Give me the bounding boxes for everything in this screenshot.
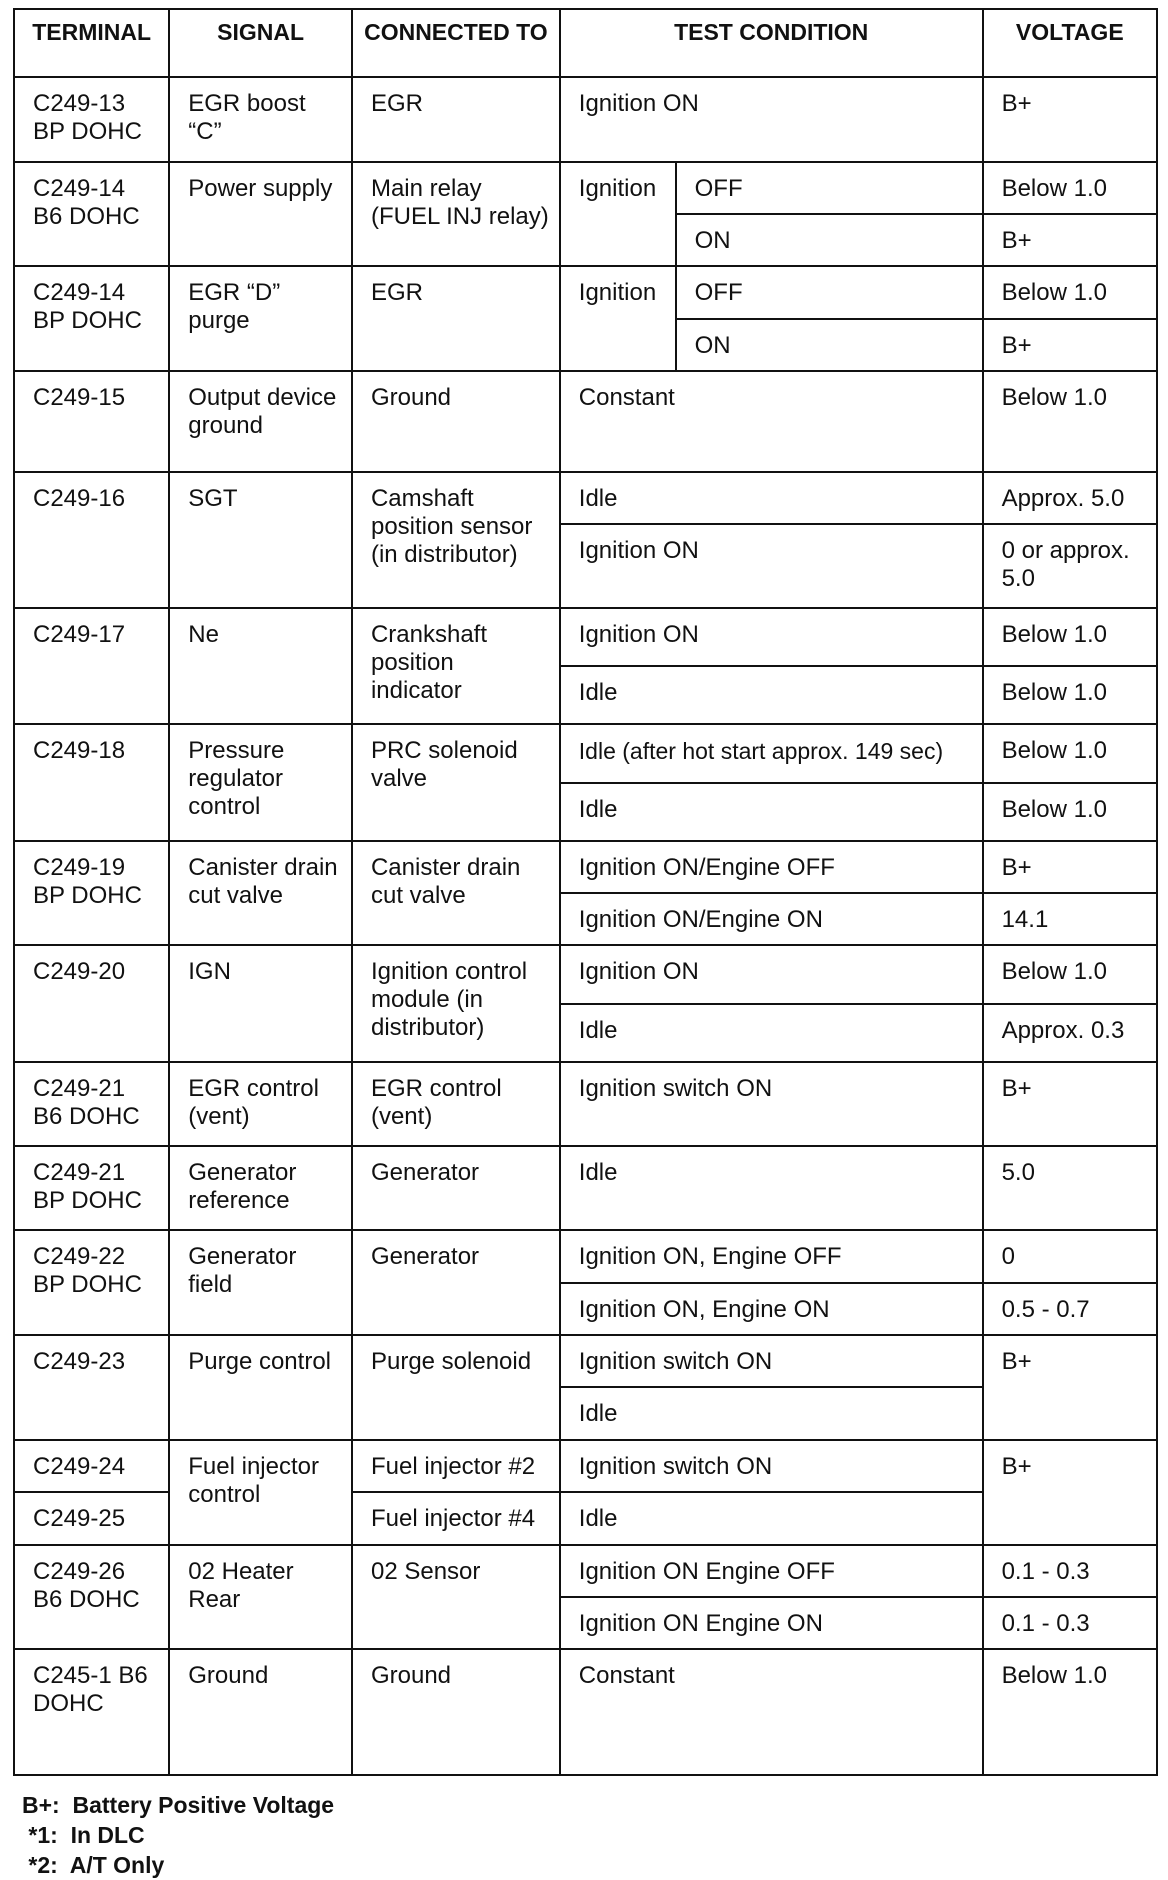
legend-note-2: *2: A/T Only bbox=[22, 1852, 165, 1878]
signal-cell: 02 Heater Rear bbox=[169, 1545, 352, 1650]
connected-cell: EGR control (vent) bbox=[352, 1062, 560, 1146]
condition-cell: Ignition switch ON bbox=[560, 1335, 983, 1387]
voltage-cell: 0.1 - 0.3 bbox=[983, 1545, 1157, 1597]
signal-cell: Power supply bbox=[169, 162, 352, 267]
table-row bbox=[14, 77, 1157, 161]
terminal-cell: C249-26 B6 DOHC bbox=[14, 1545, 169, 1650]
signal-cell: Ne bbox=[169, 608, 352, 724]
voltage-cell: Below 1.0 bbox=[983, 266, 1157, 318]
table-row bbox=[14, 266, 1157, 318]
voltage-cell: B+ bbox=[983, 77, 1157, 161]
condition-cell: Constant bbox=[560, 1649, 983, 1775]
legend-battery-voltage: B+: Battery Positive Voltage bbox=[22, 1792, 335, 1818]
voltage-cell: 0 or approx. 5.0 bbox=[983, 524, 1157, 608]
condition-cell: Ignition ON bbox=[560, 608, 983, 666]
connected-cell: EGR bbox=[352, 77, 560, 161]
terminal-cell: C249-18 bbox=[14, 724, 169, 840]
voltage-cell: Below 1.0 bbox=[983, 608, 1157, 666]
signal-cell: Fuel injector control bbox=[169, 1440, 352, 1545]
table-row bbox=[14, 1146, 1157, 1230]
terminal-cell: C249-14 B6 DOHC bbox=[14, 162, 169, 267]
connected-cell: PRC solenoid valve bbox=[352, 724, 560, 840]
table-row bbox=[14, 724, 1157, 782]
connected-cell: Fuel injector #2 bbox=[352, 1440, 560, 1492]
terminal-cell: C249-23 bbox=[14, 1335, 169, 1440]
condition-cell: OFF bbox=[676, 162, 983, 214]
voltage-cell: B+ bbox=[983, 319, 1157, 371]
connected-cell: Generator bbox=[352, 1230, 560, 1335]
voltage-cell: 0 bbox=[983, 1230, 1157, 1282]
table-row bbox=[14, 608, 1157, 666]
table-row bbox=[14, 1230, 1157, 1282]
table-row bbox=[14, 1649, 1157, 1775]
signal-cell: Output device ground bbox=[169, 371, 352, 471]
voltage-cell: 5.0 bbox=[983, 1146, 1157, 1230]
connected-cell: Ground bbox=[352, 1649, 560, 1775]
condition-cell: Constant bbox=[560, 371, 983, 471]
voltage-cell: B+ bbox=[983, 214, 1157, 266]
terminal-cell: C249-13 BP DOHC bbox=[14, 77, 169, 161]
terminal-cell: C249-15 bbox=[14, 371, 169, 471]
voltage-cell: 0.5 - 0.7 bbox=[983, 1283, 1157, 1335]
voltage-cell: Approx. 5.0 bbox=[983, 472, 1157, 524]
signal-cell: Purge control bbox=[169, 1335, 352, 1440]
connected-cell: Purge solenoid bbox=[352, 1335, 560, 1440]
condition-cell: Ignition ON bbox=[560, 524, 983, 608]
table-row bbox=[14, 945, 1157, 1003]
terminal-cell: C249-17 bbox=[14, 608, 169, 724]
terminal-cell: C249-20 bbox=[14, 945, 169, 1061]
condition-cell: Idle bbox=[560, 783, 983, 841]
voltage-cell: Below 1.0 bbox=[983, 783, 1157, 841]
condition-cell: Idle (after hot start approx. 149 sec) bbox=[560, 724, 983, 782]
table-row bbox=[14, 371, 1157, 471]
condition-cell: Ignition ON, Engine OFF bbox=[560, 1230, 983, 1282]
header-signal: SIGNAL bbox=[169, 9, 352, 77]
table-row bbox=[14, 1335, 1157, 1387]
table-row bbox=[14, 1440, 1157, 1492]
condition-cell: Ignition switch ON bbox=[560, 1440, 983, 1492]
terminal-cell: C245-1 B6 DOHC bbox=[14, 1649, 169, 1775]
voltage-cell: Below 1.0 bbox=[983, 666, 1157, 724]
connected-cell: Fuel injector #4 bbox=[352, 1492, 560, 1544]
voltage-cell: Below 1.0 bbox=[983, 371, 1157, 471]
terminal-cell: C249-16 bbox=[14, 472, 169, 609]
condition-label-cell: Ignition bbox=[560, 162, 676, 267]
condition-cell: Ignition ON bbox=[560, 77, 983, 161]
voltage-cell: Below 1.0 bbox=[983, 1649, 1157, 1775]
table-row bbox=[14, 1062, 1157, 1146]
signal-cell: Generator reference bbox=[169, 1146, 352, 1230]
connected-cell: Main relay (FUEL INJ relay) bbox=[352, 162, 560, 267]
terminal-cell: C249-25 bbox=[14, 1492, 169, 1544]
voltage-cell: B+ bbox=[983, 1062, 1157, 1146]
table-header-row bbox=[14, 9, 1157, 77]
terminal-cell: C249-22 BP DOHC bbox=[14, 1230, 169, 1335]
terminal-cell: C249-21 BP DOHC bbox=[14, 1146, 169, 1230]
condition-cell: Idle bbox=[560, 1492, 983, 1544]
signal-cell: Generator field bbox=[169, 1230, 352, 1335]
condition-cell: Idle bbox=[560, 1146, 983, 1230]
condition-label-cell: Ignition bbox=[560, 266, 676, 371]
condition-cell: Idle bbox=[560, 472, 983, 524]
condition-cell: Idle bbox=[560, 666, 983, 724]
condition-cell: ON bbox=[676, 214, 983, 266]
header-voltage: VOLTAGE bbox=[983, 9, 1157, 77]
voltage-cell: Below 1.0 bbox=[983, 724, 1157, 782]
condition-cell: Idle bbox=[560, 1004, 983, 1062]
table-row bbox=[14, 1545, 1157, 1597]
connected-cell: Generator bbox=[352, 1146, 560, 1230]
voltage-cell: B+ bbox=[983, 1440, 1157, 1545]
connected-cell: Ground bbox=[352, 371, 560, 471]
connected-cell: Crankshaft position indicator bbox=[352, 608, 560, 724]
condition-cell: Ignition ON bbox=[560, 945, 983, 1003]
terminal-cell: C249-14 BP DOHC bbox=[14, 266, 169, 371]
voltage-cell: Below 1.0 bbox=[983, 945, 1157, 1003]
condition-cell: Ignition ON, Engine ON bbox=[560, 1283, 983, 1335]
legend-note-1: *1: In DLC bbox=[22, 1822, 145, 1848]
condition-cell: Ignition ON/Engine OFF bbox=[560, 841, 983, 893]
connected-cell: 02 Sensor bbox=[352, 1545, 560, 1650]
terminal-cell: C249-19 BP DOHC bbox=[14, 841, 169, 946]
voltage-cell: 14.1 bbox=[983, 893, 1157, 945]
voltage-cell: B+ bbox=[983, 841, 1157, 893]
header-connected-to: CONNECTED TO bbox=[352, 9, 560, 77]
condition-cell: OFF bbox=[676, 266, 983, 318]
signal-cell: EGR control (vent) bbox=[169, 1062, 352, 1146]
condition-cell: Ignition ON/Engine ON bbox=[560, 893, 983, 945]
table-row bbox=[14, 472, 1157, 524]
voltage-cell: Approx. 0.3 bbox=[983, 1004, 1157, 1062]
voltage-cell: Below 1.0 bbox=[983, 162, 1157, 214]
legend bbox=[22, 1790, 334, 1880]
condition-cell: Ignition ON Engine ON bbox=[560, 1597, 983, 1649]
voltage-cell: B+ bbox=[983, 1335, 1157, 1440]
connected-cell: Canister drain cut valve bbox=[352, 841, 560, 946]
condition-cell: Idle bbox=[560, 1387, 983, 1439]
connected-cell: EGR bbox=[352, 266, 560, 371]
connected-cell: Ignition control module (in distributor) bbox=[352, 945, 560, 1061]
signal-cell: IGN bbox=[169, 945, 352, 1061]
connected-cell: Camshaft position sensor (in distributor) bbox=[352, 472, 560, 609]
condition-cell: Ignition ON Engine OFF bbox=[560, 1545, 983, 1597]
signal-cell: Pressure regulator control bbox=[169, 724, 352, 840]
table-row bbox=[14, 841, 1157, 893]
table-row bbox=[14, 162, 1157, 214]
signal-cell: EGR boost “C” bbox=[169, 77, 352, 161]
signal-cell: EGR “D” purge bbox=[169, 266, 352, 371]
terminal-cell: C249-24 bbox=[14, 1440, 169, 1492]
header-terminal: TERMINAL bbox=[14, 9, 169, 77]
signal-cell: Canister drain cut valve bbox=[169, 841, 352, 946]
header-test-condition: TEST CONDITION bbox=[560, 9, 983, 77]
voltage-cell: 0.1 - 0.3 bbox=[983, 1597, 1157, 1649]
condition-cell: ON bbox=[676, 319, 983, 371]
connector-voltage-table bbox=[13, 8, 1158, 1776]
terminal-cell: C249-21 B6 DOHC bbox=[14, 1062, 169, 1146]
condition-cell: Ignition switch ON bbox=[560, 1062, 983, 1146]
signal-cell: Ground bbox=[169, 1649, 352, 1775]
signal-cell: SGT bbox=[169, 472, 352, 609]
